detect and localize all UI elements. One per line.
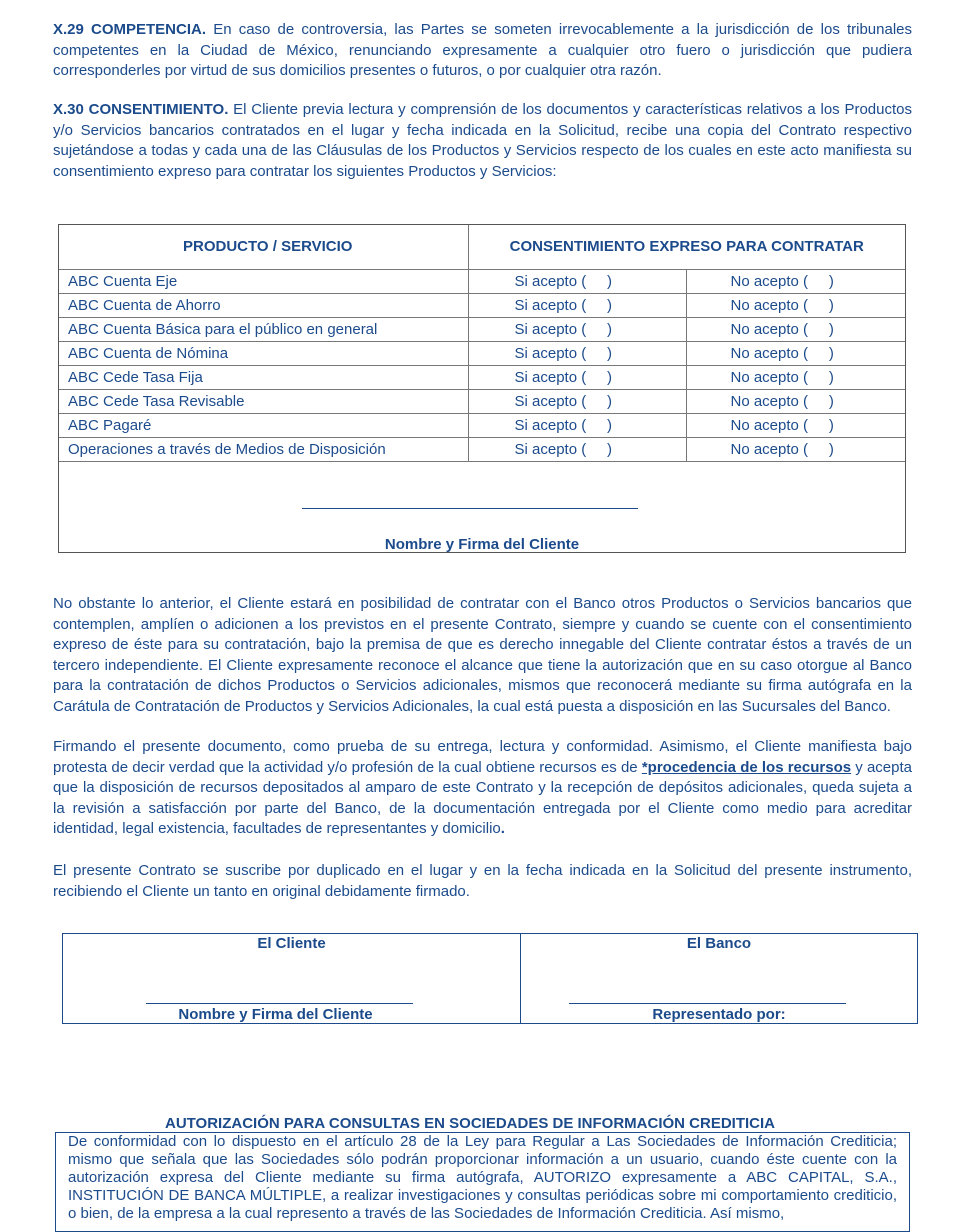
product-name: ABC Cuenta de Ahorro	[59, 294, 468, 318]
accept-no-cell	[686, 438, 905, 462]
product-name: ABC Cuenta Eje	[59, 270, 468, 294]
clause-29-heading: X.29 COMPETENCIA.	[53, 21, 207, 38]
product-name: ABC Cede Tasa Revisable	[59, 390, 468, 414]
clause-30	[53, 100, 912, 182]
accept-no-cell	[686, 366, 905, 390]
accept-no-checkbox[interactable]: No acepto ( )	[730, 392, 834, 410]
accept-no-checkbox[interactable]: No acepto ( )	[730, 440, 834, 458]
signing-paragraph	[53, 737, 912, 840]
accept-yes-cell	[468, 390, 686, 414]
accept-yes-cell	[468, 294, 686, 318]
authorization-title: AUTORIZACIÓN PARA CONSULTAS EN SOCIEDADES DE INFORMACIÓN CREDITICIA	[164, 1115, 775, 1132]
client-title: El Cliente	[257, 935, 326, 952]
table-row	[59, 342, 905, 366]
client-sign-label: Nombre y Firma del Cliente	[178, 1006, 373, 1023]
accept-yes-checkbox[interactable]: Si acepto ( )	[514, 440, 613, 458]
signature-box	[62, 933, 918, 1024]
table-row	[59, 438, 905, 462]
accept-yes-cell	[468, 414, 686, 438]
clause-30-heading: X.30 CONSENTIMIENTO.	[53, 101, 229, 118]
resource-origin-field[interactable]: *procedencia de los recursos	[641, 758, 852, 776]
table-row	[59, 366, 905, 390]
accept-yes-checkbox[interactable]: Si acepto ( )	[514, 344, 613, 362]
accept-yes-cell	[468, 342, 686, 366]
table-row	[59, 294, 905, 318]
product-name: ABC Cuenta Básica para el público en general	[59, 318, 468, 342]
product-name: ABC Cuenta de Nómina	[59, 342, 468, 366]
accept-yes-checkbox[interactable]: Si acepto ( )	[514, 296, 613, 314]
duplicate-paragraph: El presente Contrato se suscribe por duplicado en el lugar y en la fecha indicada en la Solicitud del presente instrumento, recibiendo el Cliente un tanto en original debidamente firmado.	[53, 862, 912, 900]
accept-yes-checkbox[interactable]: Si acepto ( )	[514, 392, 613, 410]
accept-no-checkbox[interactable]: No acepto ( )	[730, 416, 834, 434]
accept-yes-checkbox[interactable]: Si acepto ( )	[514, 272, 613, 290]
bank-signature-column	[521, 934, 917, 1023]
accept-no-checkbox[interactable]: No acepto ( )	[730, 296, 834, 314]
client-signature-line	[302, 508, 638, 509]
client-signature-column	[63, 934, 521, 1023]
product-name: ABC Pagaré	[59, 414, 468, 438]
accept-no-checkbox[interactable]: No acepto ( )	[730, 272, 834, 290]
table-row	[59, 318, 905, 342]
accept-yes-cell	[468, 318, 686, 342]
col-consent-header: CONSENTIMIENTO EXPRESO PARA CONTRATAR	[468, 225, 905, 270]
accept-yes-checkbox[interactable]: Si acepto ( )	[514, 368, 613, 386]
product-name: ABC Cede Tasa Fija	[59, 366, 468, 390]
accept-yes-cell	[468, 270, 686, 294]
authorization-text: De conformidad con lo dispuesto en el artículo 28 de la Ley para Regular a Las Sociedades de Información Crediticia; mismo que señala que las Sociedades sólo podrán proporcionar información a un usuario, cuando éste cuente con la autorización expresa del Cliente mediante su firma autógrafa, AUTORIZO expresamente a ABC CAPITAL, S.A., INSTITUCIÓN DE BANCA MÚLTIPLE, a realizar investigaciones y consultas periódicas sobre mi comportamiento crediticio, o bien, de la empresa a la cual represento a través de las Sociedades de Información Crediticia. Así mismo,	[68, 1133, 897, 1222]
table-row	[59, 414, 905, 438]
client-signature-label: Nombre y Firma del Cliente	[384, 536, 580, 553]
accept-no-checkbox[interactable]: No acepto ( )	[730, 368, 834, 386]
accept-no-cell	[686, 390, 905, 414]
accept-no-checkbox[interactable]: No acepto ( )	[730, 320, 834, 338]
additional-services-paragraph: No obstante lo anterior, el Cliente estará en posibilidad de contratar con el Banco otros Productos o Servicios bancarios que contemplen, amplíen o adicionen a los previstos en el presente Contrato, siempre y cuando se cuente con el consentimiento expreso de éste para su contratación, bajo la premisa de que es derecho innegable del Cliente contratar éstos a través de un tercero independiente. El Cliente expresamente reconoce el alcance que tiene la autorización que en su caso otorgue al Banco para la contratación de dichos Productos o Servicios adicionales, mismos que reconocerá mediante su firma autógrafa en la Carátula de Contratación de Productos y Servicios Adicionales, la cual está puesta a disposición en las Sucursales del Banco.	[53, 595, 912, 715]
consent-table	[58, 224, 906, 553]
consent-table-header	[59, 225, 905, 270]
accept-no-cell	[686, 294, 905, 318]
authorization-box	[55, 1132, 910, 1232]
accept-yes-cell	[468, 366, 686, 390]
clause-29	[53, 20, 912, 82]
accept-yes-checkbox[interactable]: Si acepto ( )	[514, 320, 613, 338]
client-sign-line	[146, 1003, 413, 1004]
bank-title: El Banco	[686, 935, 752, 952]
bank-sign-line	[569, 1003, 846, 1004]
table-row	[59, 390, 905, 414]
signing-text-1: Firmando el presente documento, como prueba de su entrega, lectura y conformidad. Asimismo, el Cliente manifiesta bajo protesta de decir verdad que la actividad y/o profesión de la cual obtiene recursos es de	[53, 738, 912, 776]
bank-sign-label: Representado por:	[652, 1006, 786, 1023]
accept-no-cell	[686, 342, 905, 366]
accept-no-cell	[686, 270, 905, 294]
accept-yes-cell	[468, 438, 686, 462]
clause-29-text: En caso de controversia, las Partes se someten irrevocablemente a la jurisdicción de los tribunales competentes en la Ciudad de México, renunciando expresamente a cualquier otro fuero o jurisdicción que pudiera corresponderles por virtud de sus domicilios presentes o futuros, o por cualquier otra razón.	[53, 21, 913, 79]
signing-text-end: .	[500, 820, 505, 837]
product-name: Operaciones a través de Medios de Disposición	[59, 438, 468, 462]
signing-text-2: y acepta que la disposición de recursos depositados al amparo de este Contrato y la recepción de depósitos adicionales, queda sujeta a la revisión a satisfacción por parte del Banco, de la documentación entregada por el Cliente como medio para acreditar identidad, legal existencia, facultades de representantes y domicilio	[53, 758, 912, 837]
accept-no-cell	[686, 414, 905, 438]
col-product-header: PRODUCTO / SERVICIO	[59, 225, 468, 270]
accept-yes-checkbox[interactable]: Si acepto ( )	[514, 416, 613, 434]
accept-no-cell	[686, 318, 905, 342]
table-row	[59, 270, 905, 294]
accept-no-checkbox[interactable]: No acepto ( )	[730, 344, 834, 362]
clause-30-text: El Cliente previa lectura y comprensión de los documentos y características relativos a los Productos y/o Servicios bancarios contratados en el lugar y fecha indicada en la Solicitud, recibe una copia del Contrato respectivo sujetándose a todas y cada una de las Cláusulas de los Productos y Servicios respecto de los cuales en este acto manifiesta su consentimiento expreso para contratar los siguientes Productos y Servicios:	[53, 101, 912, 180]
